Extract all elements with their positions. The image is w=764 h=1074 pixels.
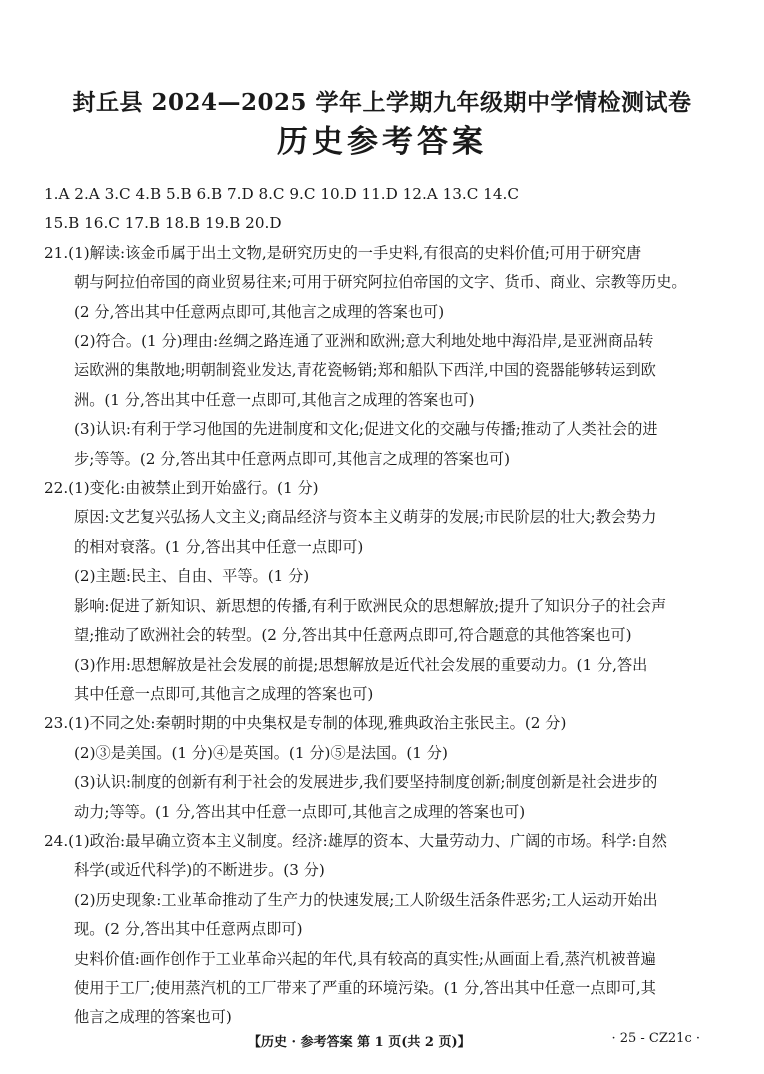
q21-line: 步;等等。(2 分,答出其中任意两点即可,其他言之成理的答案也可) <box>74 449 510 468</box>
q21-line: 洲。(1 分,答出其中任意一点即可,其他言之成理的答案也可) <box>74 390 475 409</box>
q22-line: 的相对衰落。(1 分,答出其中任意一点即可) <box>74 537 364 556</box>
document-title: 历史参考答案 <box>277 124 487 160</box>
mc-answers-line-2: 15.B 16.C 17.B 18.B 19.B 20.D <box>44 214 282 233</box>
q24-line: 史料价值:画作创作于工业革命兴起的年代,具有较高的真实性;从画面上看,蒸汽机被普遍 <box>74 949 656 968</box>
q22-line: 影响:促进了新知识、新思想的传播,有利于欧洲民众的思想解放;提升了知识分子的社会声 <box>74 596 667 615</box>
q22-line: (3)作用:思想解放是社会发展的前提;思想解放是近代社会发展的重要动力。(1 分,答出 <box>74 655 648 674</box>
q21-line: (2)符合。(1 分)理由:丝绸之路连通了亚洲和欧洲;意大利地处地中海沿岸,是亚洲商品转 <box>74 332 654 351</box>
q24-line: 现。(2 分,答出其中任意两点即可) <box>74 920 303 939</box>
q21-line: 21.(1)解读:该金币属于出土文物,是研究历史的一手史料,有很高的史料价值;可用于研究唐 <box>44 243 642 262</box>
q21-line: 运欧洲的集散地;明朝制瓷业发达,青花瓷畅销;郑和船队下西洋,中国的瓷器能够转运到欧 <box>74 361 656 380</box>
q24-line: 科学(或近代科学)的不断进步。(3 分) <box>74 861 325 880</box>
q23-line: 动力;等等。(1 分,答出其中任意一点即可,其他言之成理的答案也可) <box>74 802 526 821</box>
q22-line: (2)主题:民主、自由、平等。(1 分) <box>74 567 310 586</box>
q21-line: (3)认识:有利于学习他国的先进制度和文化;促进文化的交融与传播;推动了人类社会的进 <box>74 420 658 439</box>
q23-line: (2)③是美国。(1 分)④是英国。(1 分)⑤是法国。(1 分) <box>74 743 448 762</box>
q22-line: 原因:文艺复兴弘扬人文主义;商品经济与资本主义萌芽的发展;市民阶层的壮大;教会势力 <box>74 508 657 527</box>
answer-body <box>44 180 724 1033</box>
q23-line: (3)认识:制度的创新有利于社会的发展进步,我们要坚持制度创新;制度创新是社会进步的 <box>74 773 658 792</box>
q22-line: 22.(1)变化:由被禁止到开始盛行。(1 分) <box>44 479 319 498</box>
q24-line: 他言之成理的答案也可) <box>74 1008 232 1027</box>
exam-title: 封丘县 2024—2025 学年上学期九年级期中学情检测试卷 <box>72 89 692 116</box>
q21-line: (2 分,答出其中任意两点即可,其他言之成理的答案也可) <box>74 302 445 321</box>
q21-line: 朝与阿拉伯帝国的商业贸易往来;可用于研究阿拉伯帝国的文字、货币、商业、宗教等历史。 <box>74 273 687 292</box>
q24-line: (2)历史现象:工业革命推动了生产力的快速发展;工人阶级生活条件恶劣;工人运动开始出 <box>74 890 658 909</box>
mc-answers-line-1: 1.A 2.A 3.C 4.B 5.B 6.B 7.D 8.C 9.C 10.D 11.D 12.A 13.C 14.C <box>44 185 519 203</box>
q24-line: 24.(1)政治:最早确立资本主义制度。经济:雄厚的资本、大量劳动力、广阔的市场。科学:自然 <box>44 831 667 850</box>
q22-line: 其中任意一点即可,其他言之成理的答案也可) <box>74 684 374 703</box>
q24-line: 使用于工厂;使用蒸汽机的工厂带来了严重的环境污染。(1 分,答出其中任意一点即可,其 <box>74 978 656 997</box>
page-footer <box>0 1031 764 1053</box>
footer-page-label: 【历史 · 参考答案 第 1 页(共 2 页)】 <box>248 1035 471 1050</box>
q23-line: 23.(1)不同之处:秦朝时期的中央集权是专制的体现,雅典政治主张民主。(2 分) <box>44 714 567 733</box>
footer-code: · 25 - CZ21c · <box>611 1031 700 1046</box>
q22-line: 望;推动了欧洲社会的转型。(2 分,答出其中任意两点即可,符合题意的其他答案也可) <box>74 626 632 645</box>
